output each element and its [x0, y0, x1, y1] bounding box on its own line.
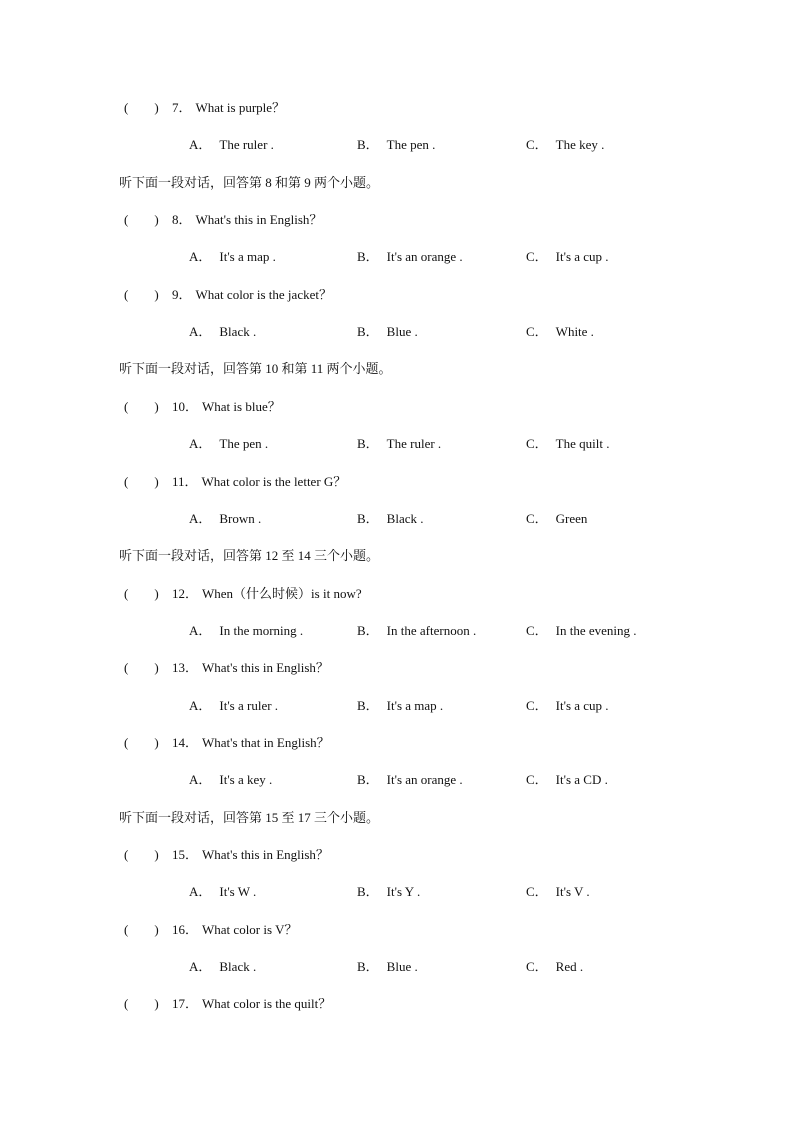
option-letter: B．: [357, 884, 379, 899]
question-number: 8．: [172, 212, 192, 227]
option-b: [357, 248, 463, 266]
question-text: What color is the letter G？: [201, 474, 347, 489]
question-text: What's this in English？: [202, 660, 329, 675]
option-letter: C．: [526, 511, 548, 526]
option-c: [526, 958, 583, 976]
option-text: Brown .: [219, 511, 262, 526]
option-text: It's a key .: [219, 772, 273, 787]
option-text: In the afternoon .: [386, 623, 477, 638]
section-instruction: 听下面一段对话，回答第 10 和第 11 两个小题。: [119, 361, 392, 376]
option-text: It's a cup .: [555, 249, 609, 264]
question-number: 10．: [172, 399, 199, 414]
answer-blank: ( ): [124, 922, 159, 937]
option-letter: C．: [526, 772, 548, 787]
option-text: The ruler .: [386, 436, 442, 451]
option-text: Red .: [555, 959, 584, 974]
question-number: 11．: [172, 474, 198, 489]
option-text: The key .: [555, 137, 605, 152]
option-a: [189, 435, 268, 453]
question-line: [124, 211, 322, 229]
option-letter: B．: [357, 137, 379, 152]
answer-blank: ( ): [124, 100, 159, 115]
option-b: [357, 323, 418, 341]
option-c: [526, 323, 594, 341]
option-text: Black .: [219, 959, 257, 974]
option-letter: A．: [189, 511, 212, 526]
option-text: It's a map .: [219, 249, 276, 264]
option-a: [189, 771, 272, 789]
option-a: [189, 136, 274, 154]
section-instruction: 听下面一段对话，回答第 12 至 14 三个小题。: [119, 548, 380, 563]
section-instruction: 听下面一段对话，回答第 8 和第 9 两个小题。: [119, 175, 380, 190]
option-c: [526, 883, 590, 901]
option-text: Blue .: [386, 959, 418, 974]
option-a: [189, 697, 278, 715]
answer-blank: ( ): [124, 474, 159, 489]
option-text: In the evening .: [555, 623, 637, 638]
option-letter: A．: [189, 324, 212, 339]
option-c: [526, 771, 608, 789]
question-line: [124, 473, 346, 491]
option-c: [526, 510, 587, 528]
option-text: Green: [555, 511, 588, 526]
option-text: Black .: [219, 324, 257, 339]
option-c: [526, 697, 609, 715]
answer-blank: ( ): [124, 399, 159, 414]
question-text: What color is the jacket？: [195, 287, 332, 302]
question-line: [124, 734, 330, 752]
answer-blank: ( ): [124, 660, 159, 675]
option-a: [189, 248, 276, 266]
option-c: [526, 136, 604, 154]
option-text: It's Y .: [386, 884, 421, 899]
question-number: 16．: [172, 922, 199, 937]
option-b: [357, 958, 418, 976]
option-b: [357, 883, 420, 901]
option-letter: C．: [526, 884, 548, 899]
option-letter: A．: [189, 137, 212, 152]
option-letter: A．: [189, 436, 212, 451]
question-text: What color is V？: [202, 922, 298, 937]
option-text: It's an orange .: [386, 249, 463, 264]
option-a: [189, 958, 256, 976]
option-c: [526, 248, 609, 266]
question-number: 12．: [172, 586, 199, 601]
option-letter: A．: [189, 249, 212, 264]
option-letter: C．: [526, 436, 548, 451]
option-b: [357, 622, 476, 640]
option-letter: A．: [189, 623, 212, 638]
question-line: [124, 99, 285, 117]
option-c: [526, 622, 637, 640]
question-number: 13．: [172, 660, 199, 675]
option-letter: B．: [357, 623, 379, 638]
option-b: [357, 697, 443, 715]
option-b: [357, 510, 424, 528]
option-letter: B．: [357, 772, 379, 787]
answer-blank: ( ): [124, 586, 159, 601]
question-text: What's that in English？: [202, 735, 330, 750]
option-text: It's a map .: [386, 698, 444, 713]
option-text: The quilt .: [555, 436, 610, 451]
question-line: [124, 659, 329, 677]
option-letter: C．: [526, 137, 548, 152]
answer-blank: ( ): [124, 735, 159, 750]
option-text: It's V .: [555, 884, 590, 899]
question-number: 7．: [172, 100, 192, 115]
question-text: What color is the quilt？: [202, 996, 332, 1011]
option-letter: B．: [357, 249, 379, 264]
option-c: [526, 435, 609, 453]
option-a: [189, 883, 256, 901]
question-text: What is purple？: [195, 100, 286, 115]
option-text: It's a cup .: [555, 698, 609, 713]
option-letter: A．: [189, 884, 212, 899]
option-text: The pen .: [386, 137, 436, 152]
option-letter: B．: [357, 698, 379, 713]
option-text: The pen .: [219, 436, 269, 451]
option-text: White .: [555, 324, 594, 339]
question-text: What is blue？: [202, 399, 281, 414]
option-letter: C．: [526, 324, 548, 339]
option-letter: A．: [189, 959, 212, 974]
option-b: [357, 771, 463, 789]
option-letter: B．: [357, 511, 379, 526]
option-text: It's a CD .: [555, 772, 608, 787]
option-text: In the morning .: [219, 623, 304, 638]
option-text: Blue .: [386, 324, 418, 339]
option-letter: B．: [357, 436, 379, 451]
question-line: [124, 398, 281, 416]
option-text: The ruler .: [219, 137, 274, 152]
option-letter: B．: [357, 324, 379, 339]
question-text: When（什么时候）is it now?: [202, 586, 362, 601]
question-text: What's this in English？: [202, 847, 329, 862]
option-text: It's W .: [219, 884, 257, 899]
question-number: 17．: [172, 996, 199, 1011]
option-b: [357, 136, 435, 154]
section-instruction: 听下面一段对话，回答第 15 至 17 三个小题。: [119, 810, 380, 825]
option-a: [189, 622, 303, 640]
question-line: [124, 921, 297, 939]
answer-blank: ( ): [124, 287, 159, 302]
option-letter: C．: [526, 623, 548, 638]
question-line: [124, 286, 332, 304]
answer-blank: ( ): [124, 212, 159, 227]
answer-blank: ( ): [124, 847, 159, 862]
option-text: It's a ruler .: [219, 698, 279, 713]
option-a: [189, 323, 256, 341]
question-line: [124, 995, 331, 1013]
option-letter: A．: [189, 698, 212, 713]
question-line: [124, 846, 329, 864]
option-text: It's an orange .: [386, 772, 463, 787]
question-number: 9．: [172, 287, 192, 302]
question-text: What's this in English？: [195, 212, 323, 227]
answer-blank: ( ): [124, 996, 159, 1011]
option-b: [357, 435, 441, 453]
option-text: Black .: [386, 511, 424, 526]
question-line: [124, 585, 362, 603]
option-letter: A．: [189, 772, 212, 787]
option-letter: C．: [526, 698, 548, 713]
option-letter: C．: [526, 959, 548, 974]
question-number: 14．: [172, 735, 199, 750]
question-number: 15．: [172, 847, 199, 862]
option-letter: B．: [357, 959, 379, 974]
option-a: [189, 510, 261, 528]
option-letter: C．: [526, 249, 548, 264]
